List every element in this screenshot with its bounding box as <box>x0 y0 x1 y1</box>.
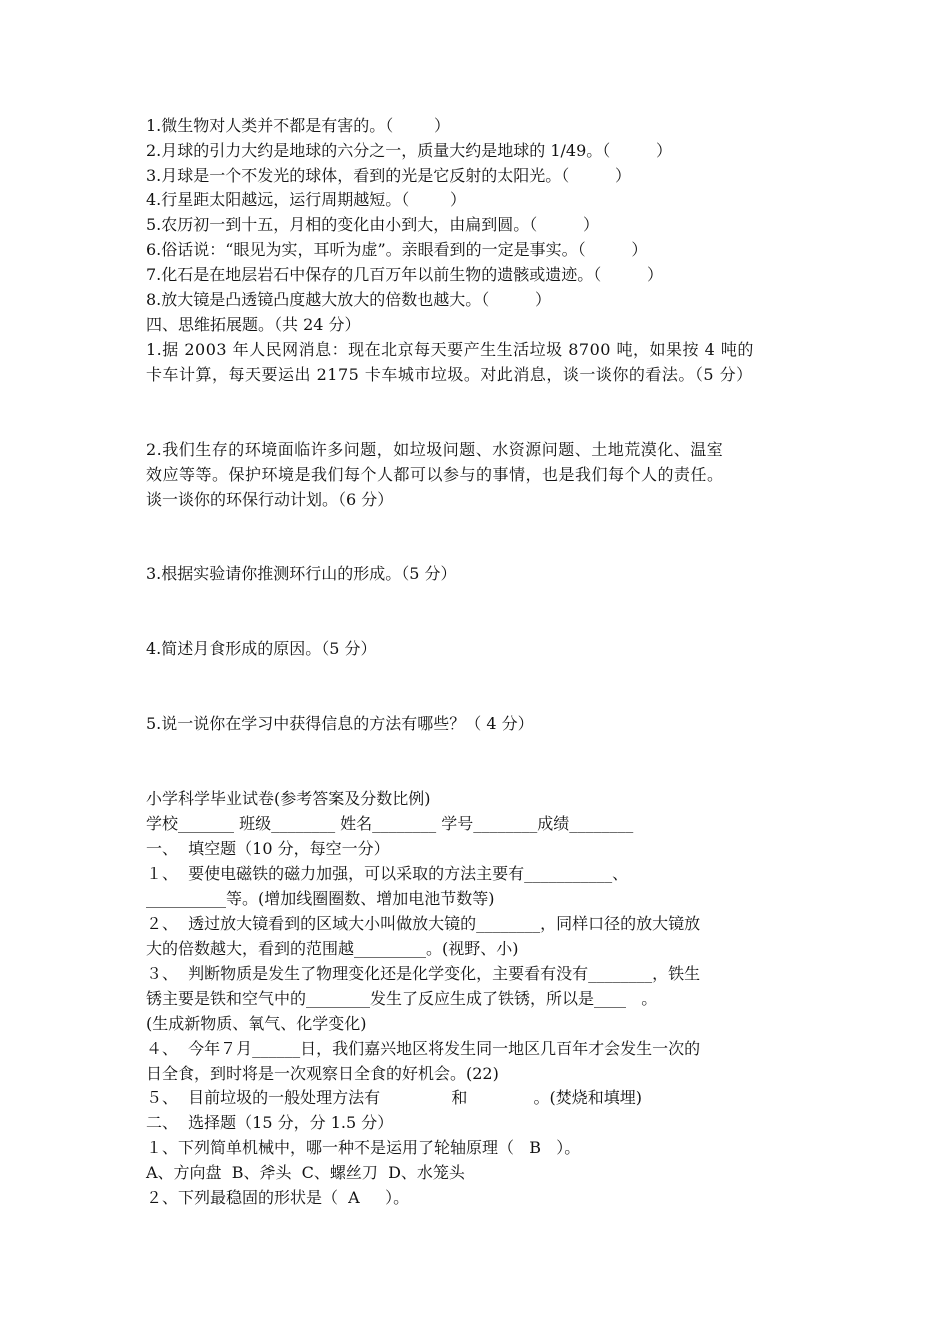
tf-item-7: 7.化石是在地层岩石中保存的几百万年以前生物的遗骸或遗迹。（ ） <box>146 265 664 284</box>
s4-q5: 5.说一说你在学习中获得信息的方法有哪些？（ 4 分） <box>146 714 534 733</box>
section-4-heading: 四、思维拓展题。（共 24 分） <box>146 315 361 334</box>
s4-q4: 4.简述月食形成的原因。（5 分） <box>146 639 377 658</box>
fill-q3-line2: 锈主要是铁和空气中的________发生了反应生成了铁锈，所以是____ 。 <box>146 989 658 1008</box>
tf-item-1: 1.微生物对人类并不都是有害的。（ ） <box>146 116 450 135</box>
tf-item-3: 3.月球是一个不发光的球体，看到的光是它反射的太阳光。（ ） <box>146 166 632 185</box>
choice-heading: 二、 选择题（15 分，分 1.5 分） <box>146 1113 394 1132</box>
choice-q2: ２、下列最稳固的形状是（ A ）。 <box>146 1188 410 1207</box>
fill-q3-line3: (生成新物质、氧气、化学变化) <box>146 1014 367 1033</box>
s4-q3: 3.根据实验请你推测环行山的形成。（5 分） <box>146 564 457 583</box>
fill-q1-line2: __________等。(增加线圈圈数、增加电池节数等) <box>146 889 495 908</box>
tf-item-2: 2.月球的引力大约是地球的六分之一，质量大约是地球的 1/49。（ ） <box>146 141 673 160</box>
fill-blank-heading: 一、 填空题（10 分，每空一分） <box>146 839 390 858</box>
student-info-line: 学校_______ 班级________ 姓名________ 学号________成绩________ <box>146 814 634 833</box>
answer-key-title: 小学科学毕业试卷(参考答案及分数比例) <box>146 789 431 808</box>
tf-item-8: 8.放大镜是凸透镜凸度越大放大的倍数也越大。（ ） <box>146 290 552 309</box>
s4-q1-line1: 1.据 2003 年人民网消息：现在北京每天要产生生活垃圾 8700 吨，如果按 4 吨的 <box>146 340 754 359</box>
fill-q5-line1: ５、 目前垃圾的一般处理方法有 和 。(焚烧和填埋) <box>146 1088 642 1107</box>
s4-q2-line1: 2.我们生存的环境面临许多问题，如垃圾问题、水资源问题、土地荒漠化、温室 <box>146 440 724 459</box>
tf-item-5: 5.农历初一到十五，月相的变化由小到大，由扁到圆。（ ） <box>146 215 600 234</box>
fill-q2-line1: ２、 透过放大镜看到的区域大小叫做放大镜的________，同样口径的放大镜放 <box>146 914 701 933</box>
s4-q1-line2: 卡车计算，每天要运出 2175 卡车城市垃圾。对此消息，谈一谈你的看法。（5 分） <box>146 365 753 384</box>
fill-q1-line1: １、 要使电磁铁的磁力加强，可以采取的方法主要有___________、 <box>146 864 629 883</box>
fill-q3-line1: ３、 判断物质是发生了物理变化还是化学变化，主要看有没有________，铁生 <box>146 964 701 983</box>
choice-q1-options: A、方向盘 B、斧头 C、螺丝刀 D、水笼头 <box>146 1163 465 1182</box>
s4-q2-line2: 效应等等。保护环境是我们每个人都可以参与的事情，也是我们每个人的责任。 <box>146 465 724 484</box>
fill-q4-line1: ４、 今年７月______日，我们嘉兴地区将发生同一地区几百年才会发生一次的 <box>146 1039 701 1058</box>
fill-q4-line2: 日全食，到时将是一次观察日全食的好机会。(22) <box>146 1064 499 1083</box>
fill-q2-line2: 大的倍数越大，看到的范围越_________。(视野、小) <box>146 939 519 958</box>
s4-q2-line3: 谈一谈你的环保行动计划。（6 分） <box>146 490 394 509</box>
tf-item-4: 4.行星距太阳越远，运行周期越短。（ ） <box>146 190 466 209</box>
tf-item-6: 6.俗话说：“眼见为实，耳听为虚”。亲眼看到的一定是事实。（ ） <box>146 240 648 259</box>
choice-q1: １、下列简单机械中，哪一种不是运用了轮轴原理（ B ）。 <box>146 1138 581 1157</box>
